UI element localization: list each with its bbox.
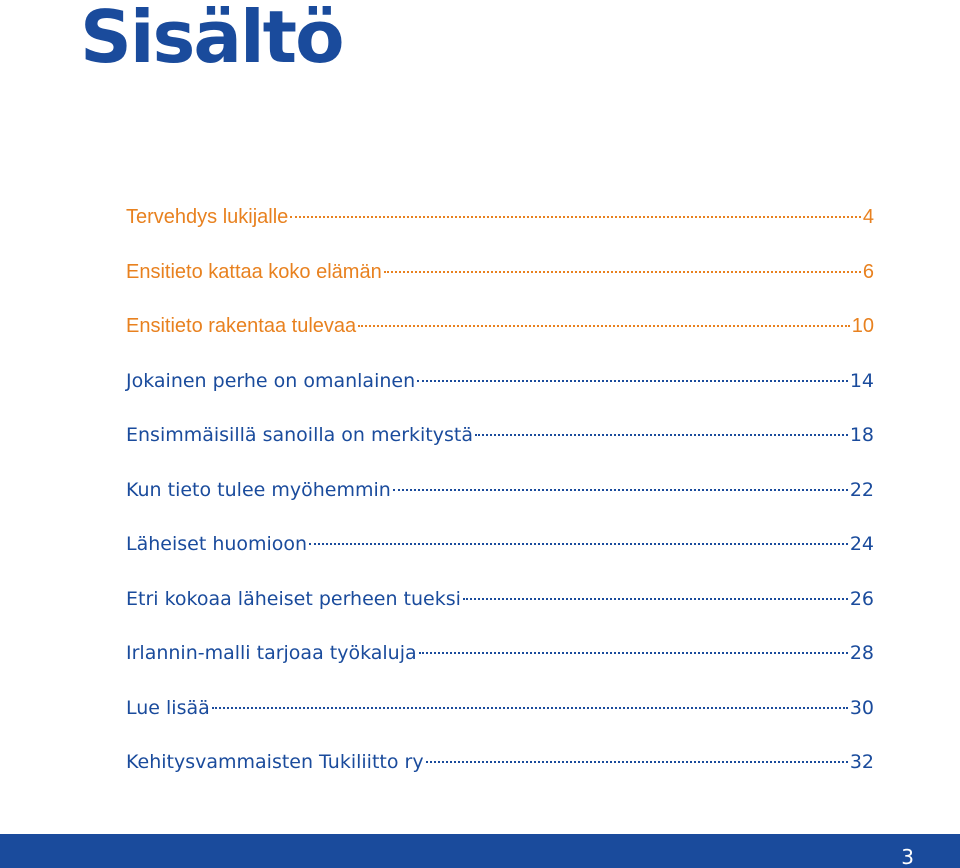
toc-item[interactable] [126,639,874,694]
toc-leader-dots [426,761,848,763]
toc-item[interactable] [126,367,874,422]
toc-leader-dots [419,652,848,654]
toc-item-page: 6 [862,260,874,283]
toc-item-label: Kun tieto tulee myöhemmin [126,478,391,501]
toc-leader-dots [393,489,848,491]
toc-leader-dots [358,325,850,327]
toc-item-page: 26 [849,587,874,610]
toc-item-page: 18 [849,424,874,446]
toc-item[interactable] [126,530,874,585]
toc-item-page: 14 [849,369,874,392]
toc-item-page: 4 [862,206,874,228]
toc-item[interactable] [126,258,874,313]
toc-item[interactable] [126,748,874,803]
toc-leader-dots [290,216,861,218]
toc-item[interactable] [126,585,874,640]
toc-leader-dots [384,271,861,273]
toc-item[interactable] [126,421,874,476]
toc-leader-dots [212,707,848,709]
toc-item-page: 10 [851,315,874,337]
page-title: Sisältö [80,0,343,79]
toc-item-page: 32 [849,751,874,773]
toc-leader-dots [463,598,848,600]
toc-item-label: Läheiset huomioon [126,533,308,555]
toc-item[interactable] [126,312,874,367]
toc-item-label: Ensitieto rakentaa tulevaa [126,315,357,337]
toc-item[interactable] [126,694,874,749]
toc-item-label: Kehitysvammaisten Tukiliitto ry [126,751,424,773]
footer-bar [0,834,960,868]
toc-item-label: Etri kokoaa läheiset perheen tueksi [126,587,461,610]
toc-item[interactable] [126,476,874,531]
toc-item-label: Ensitieto kattaa koko elämän [126,260,382,283]
table-of-contents [126,203,874,803]
toc-item-label: Lue lisää [126,696,210,719]
toc-item-page: 30 [849,696,874,719]
toc-item-page: 24 [849,533,874,555]
toc-leader-dots [417,380,848,382]
toc-leader-dots [475,434,848,436]
toc-item-label: Irlannin-malli tarjoaa työkaluja [126,642,417,664]
page-number: 3 [901,845,914,868]
toc-item-label: Tervehdys lukijalle [126,206,289,228]
toc-item-page: 28 [849,642,874,664]
toc-item-page: 22 [849,478,874,501]
toc-item-label: Jokainen perhe on omanlainen [126,369,416,392]
toc-leader-dots [309,543,848,545]
toc-item-label: Ensimmäisillä sanoilla on merkitystä [126,424,473,446]
toc-item[interactable] [126,203,874,258]
